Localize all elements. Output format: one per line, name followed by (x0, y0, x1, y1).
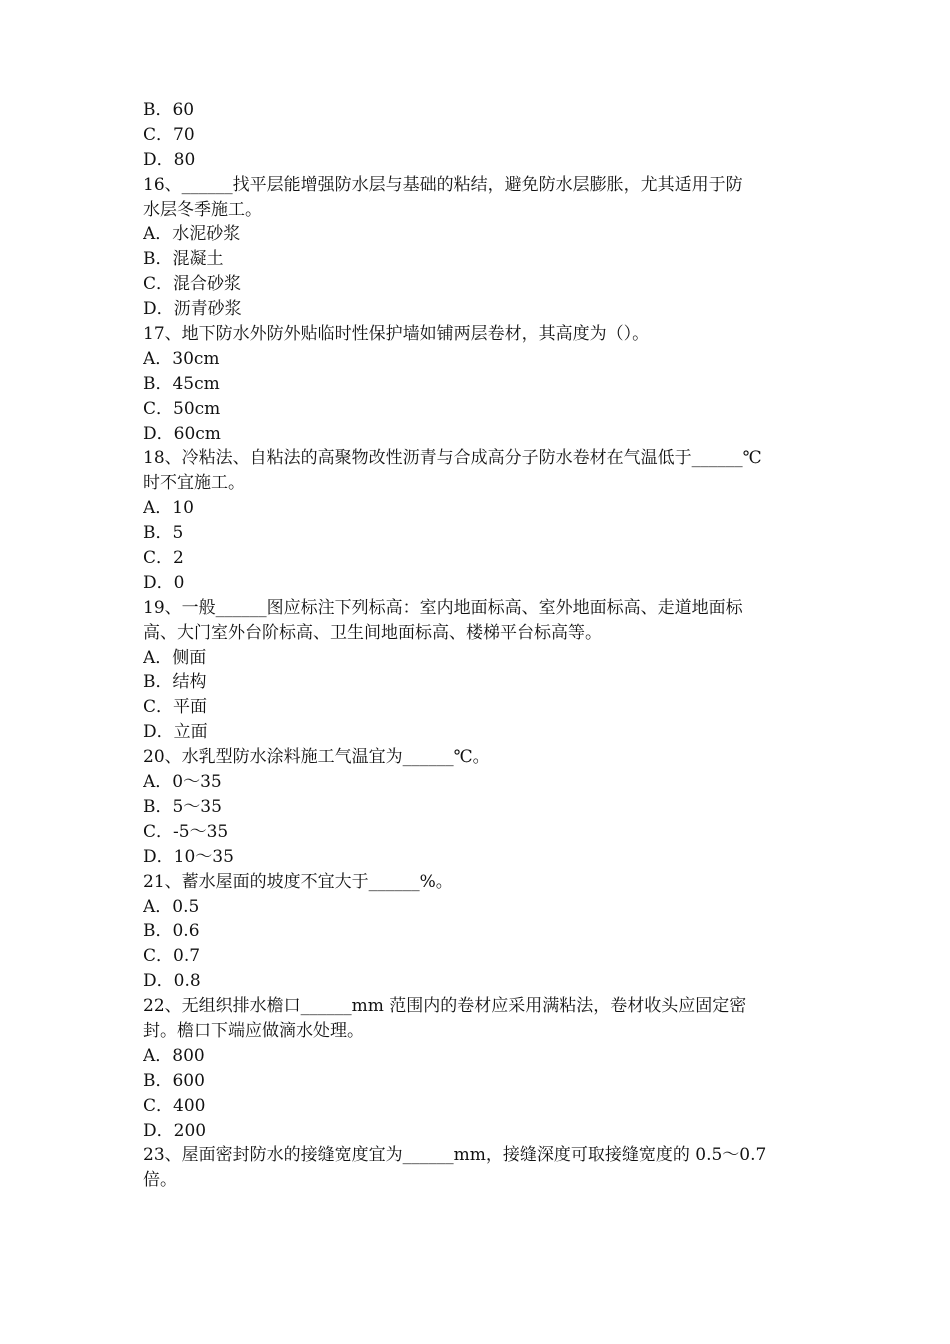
option-b-q22: B．600 (143, 1070, 205, 1091)
option-c-q19: C．平面 (143, 697, 208, 718)
option-c-q16: C．混合砂浆 (143, 274, 242, 295)
option-c-q21: C．0.7 (143, 946, 201, 967)
question-19-line-2: 高、大门室外台阶标高、卫生间地面标高、楼梯平台标高等。 (143, 622, 602, 643)
option-b-q17: B．45cm (143, 373, 220, 394)
option-a-q21: A．0.5 (143, 896, 200, 917)
option-b-q18: B．5 (143, 523, 184, 544)
option-c-q18: C．2 (143, 548, 184, 569)
question-22-line-2: 封。檐口下端应做滴水处理。 (143, 1020, 364, 1041)
option-b-q20: B．5～35 (143, 796, 222, 817)
question-20: 20、水乳型防水涂料施工气温宜为______℃。 (143, 747, 490, 768)
question-18-line-1: 18、冷粘法、自粘法的高聚物改性沥青与合成高分子防水卷材在气温低于______℃ (143, 448, 762, 469)
option-d-q19: D．立面 (143, 722, 208, 743)
option-a-q16: A．水泥砂浆 (143, 224, 241, 245)
option-a-q17: A．30cm (143, 348, 220, 369)
question-17: 17、地下防水外防外贴临时性保护墙如铺两层卷材，其高度为（）。 (143, 324, 650, 345)
option-d-q15: D．80 (143, 149, 196, 170)
option-d-q16: D．沥青砂浆 (143, 299, 242, 320)
option-a-q19: A．侧面 (143, 647, 207, 668)
question-18-line-2: 时不宜施工。 (143, 473, 245, 494)
document-page (143, 98, 818, 1193)
option-d-q18: D．0 (143, 572, 185, 593)
option-b-q16: B．混凝土 (143, 249, 224, 270)
question-22-line-1: 22、无组织排水檐口______mm 范围内的卷材应采用满粘法，卷材收头应固定密 (143, 996, 747, 1017)
option-b-q19: B．结构 (143, 672, 207, 693)
option-b-q21: B．0.6 (143, 921, 200, 942)
option-c-q15: C．70 (143, 124, 195, 145)
question-16-line-1: 16、______找平层能增强防水层与基础的粘结，避免防水层膨胀，尤其适用于防 (143, 174, 743, 195)
option-a-q20: A．0～35 (143, 772, 222, 793)
option-d-q20: D．10～35 (143, 846, 234, 867)
option-b-q15: B．60 (143, 100, 195, 120)
option-d-q17: D．60cm (143, 423, 221, 444)
option-a-q18: A．10 (143, 498, 194, 519)
option-c-q20: C．-5～35 (143, 821, 229, 842)
question-21: 21、蓄水屋面的坡度不宜大于______%。 (143, 871, 453, 892)
question-23-line-2: 倍。 (143, 1170, 177, 1191)
option-c-q22: C．400 (143, 1095, 206, 1116)
option-d-q21: D．0.8 (143, 971, 201, 992)
question-16-line-2: 水层冬季施工。 (143, 199, 262, 220)
option-c-q17: C．50cm (143, 398, 221, 419)
question-23-line-1: 23、屋面密封防水的接缝宽度宜为______mm，接缝深度可取接缝宽度的 0.5～0.7 (143, 1145, 767, 1166)
option-d-q22: D．200 (143, 1120, 207, 1141)
question-19-line-1: 19、一般______图应标注下列标高：室内地面标高、室外地面标高、走道地面标 (143, 597, 743, 618)
option-a-q22: A．800 (143, 1045, 205, 1066)
